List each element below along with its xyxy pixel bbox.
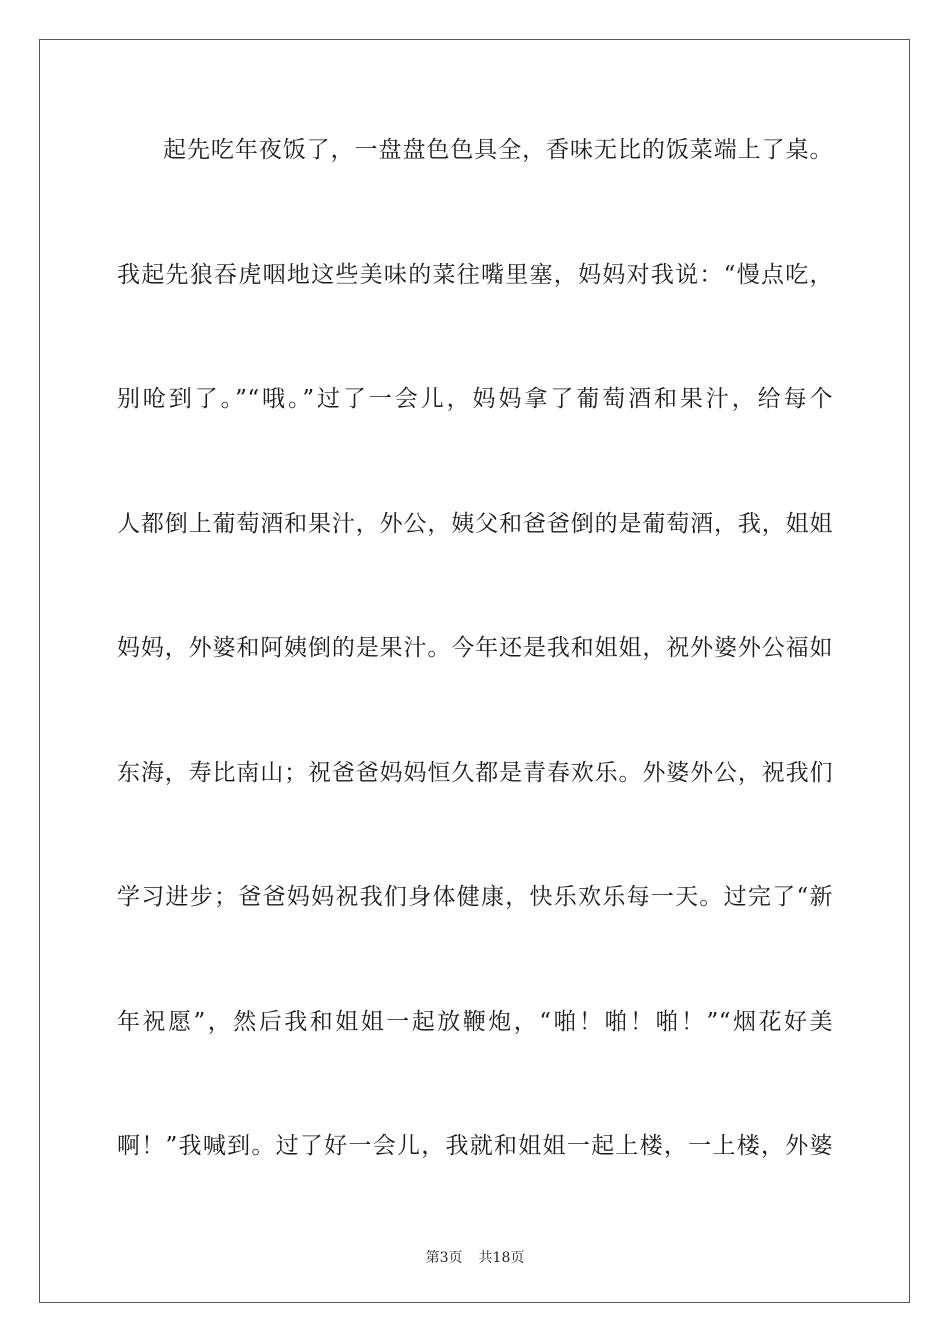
text-line: 东海，寿比南山；祝爸爸妈妈恒久都是青春欢乐。外婆外公，祝我们 xyxy=(117,759,833,786)
text-line: 我起先狼吞虎咽地这些美味的菜往嘴里塞，妈妈对我说：“慢点吃， xyxy=(117,261,833,288)
text-line: 妈妈，外婆和阿姨倒的是果汁。今年还是我和姐姐，祝外婆外公福如 xyxy=(117,635,833,661)
text-line: 学习进步；爸爸妈妈祝我们身体健康，快乐欢乐每一天。过完了“新 xyxy=(117,884,833,910)
text-line: 别呛到了。”“哦。”过了一会儿，妈妈拿了葡萄酒和果汁，给每个 xyxy=(117,386,833,412)
text-line: 年祝愿”，然后我和姐姐一起放鞭炮，“啪！啪！啪！”“烟花好美 xyxy=(117,1008,833,1035)
text-line: 啊！”我喊到。过了好一会儿，我就和姐姐一起上楼，一上楼，外婆 xyxy=(117,1133,833,1159)
total-pages: 共18页 xyxy=(478,1250,525,1266)
body-text xyxy=(117,123,833,1244)
text-line: 人都倒上葡萄酒和果汁，外公，姨父和爸爸倒的是葡萄酒，我，姐姐 xyxy=(117,510,833,537)
page-number: 第3页 xyxy=(425,1250,463,1266)
page-footer xyxy=(0,1248,950,1268)
text-line: 起先吃年夜饭了，一盘盘色色具全，香味无比的饭菜端上了桌。 xyxy=(163,137,833,163)
